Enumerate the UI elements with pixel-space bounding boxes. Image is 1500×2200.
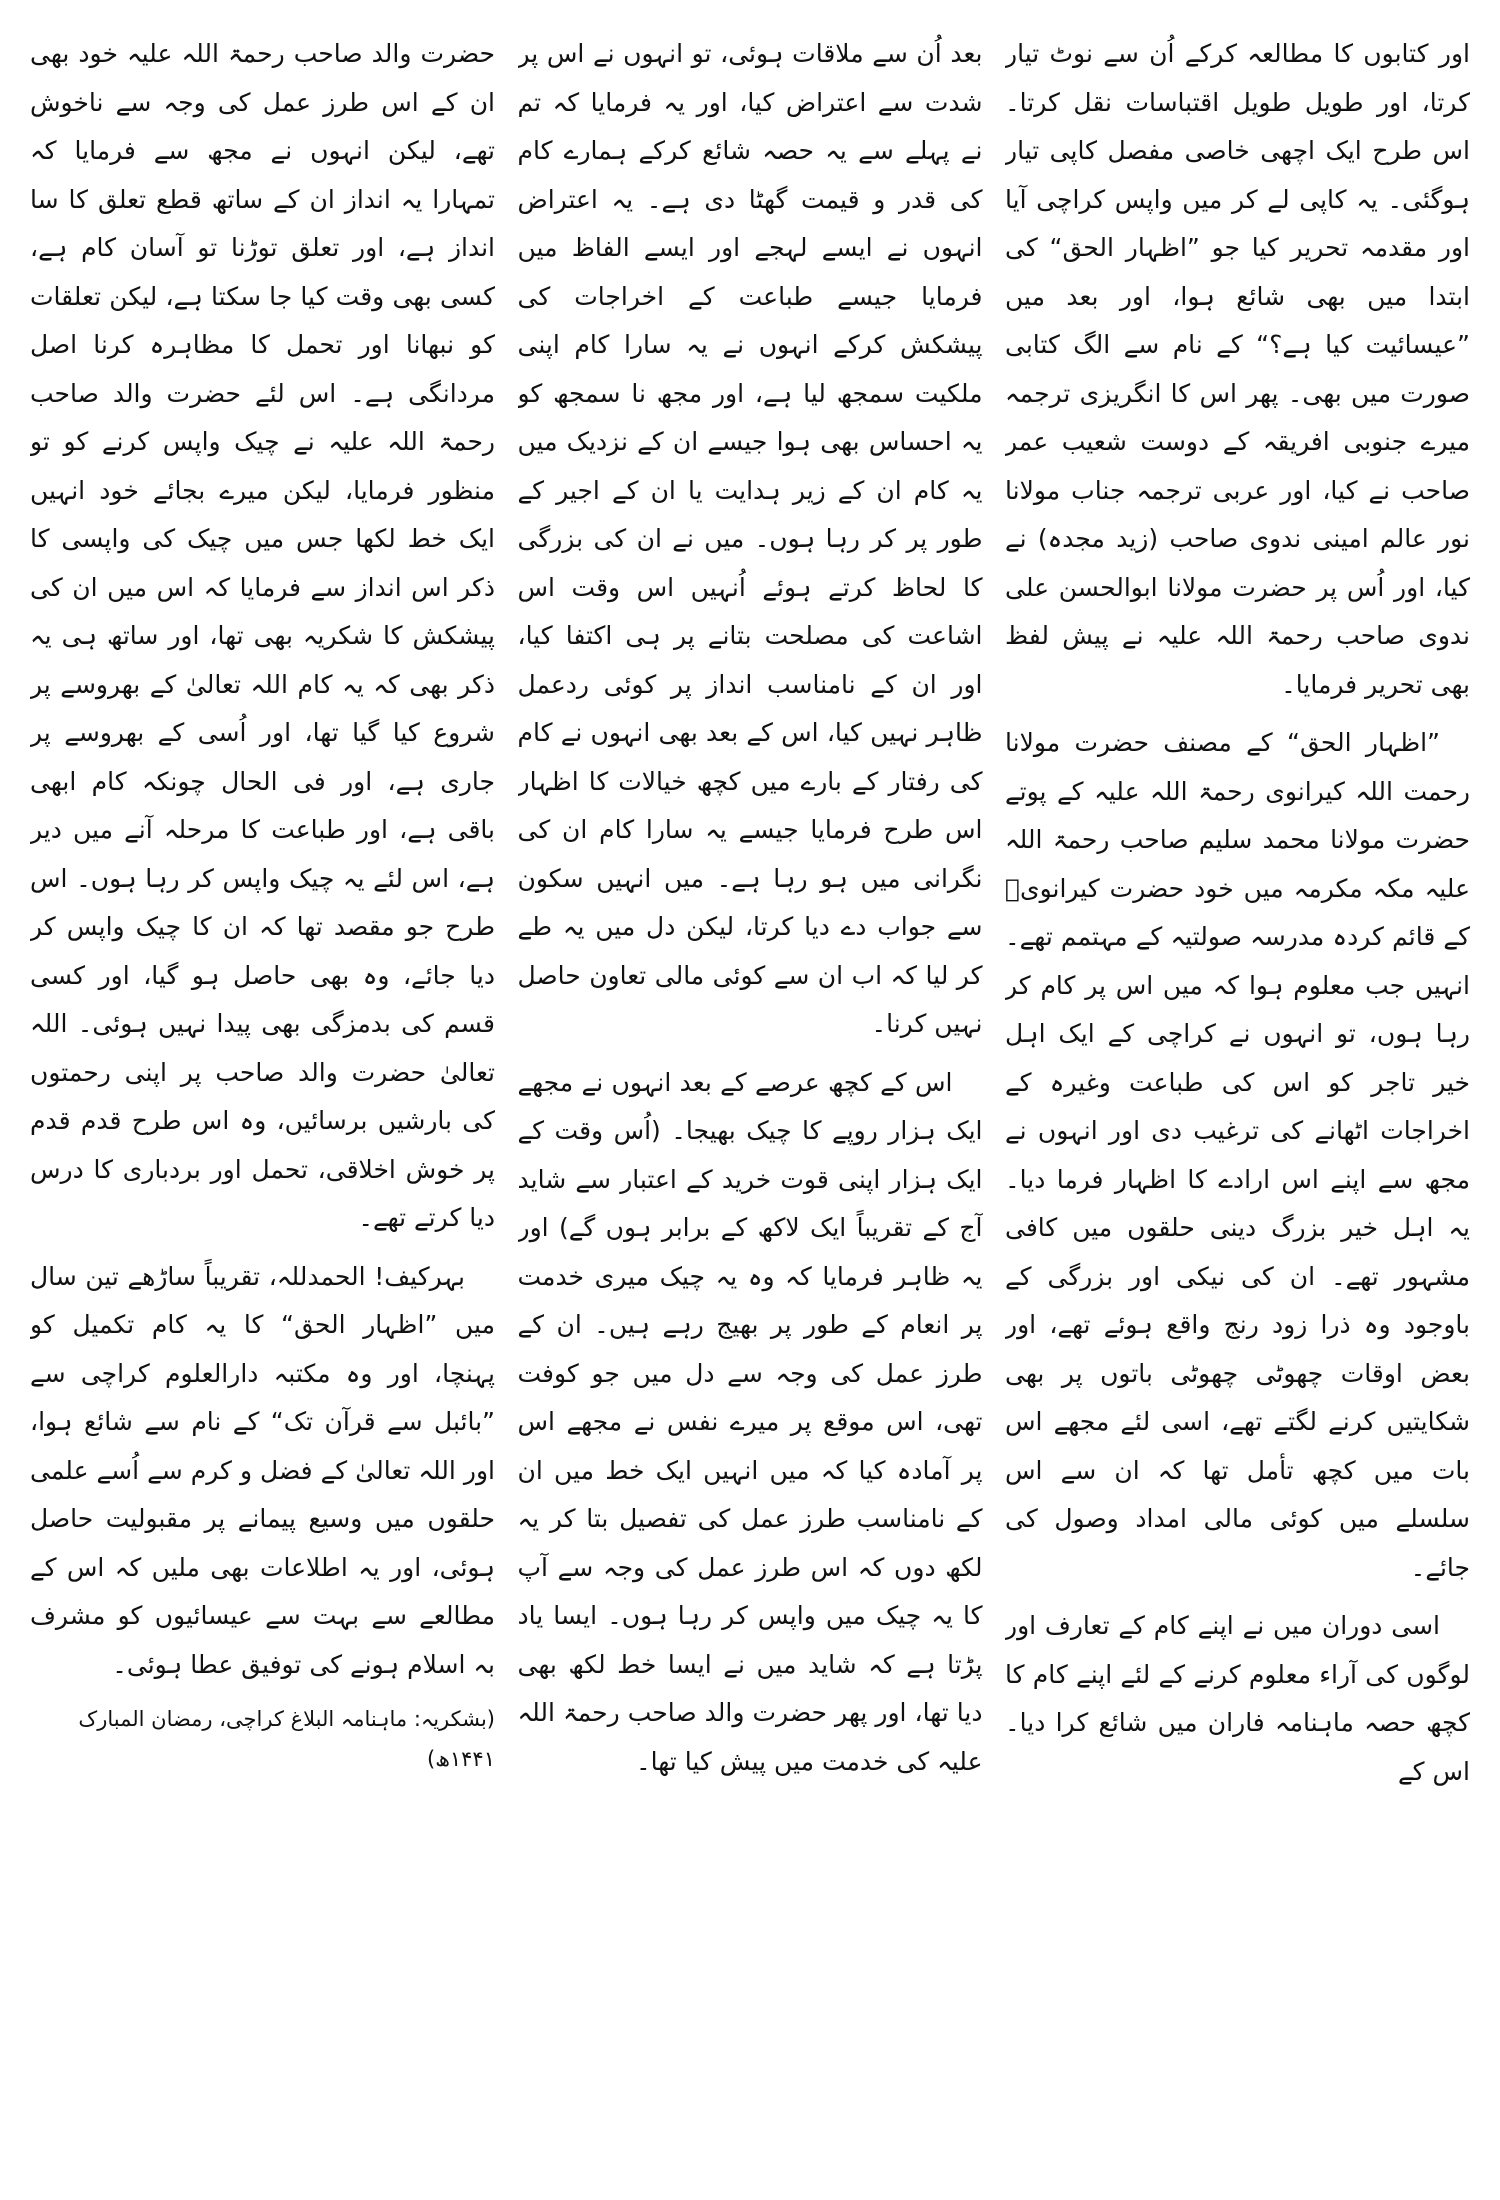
article-page — [30, 30, 1470, 2170]
paragraph: اس کے کچھ عرصے کے بعد انہوں نے مجھے ایک ہزار روپے کا چیک بھیجا۔ (اُس وقت کے ایک ہزار اپنی قوت خرید کے اعتبار سے شاید آج کے تقریباً ایک لاکھ کے برابر ہوں گے) اور یہ ظاہر فرمایا کہ وہ یہ چیک میری خدمت پر انعام کے طور پر بھیج رہے ہیں۔ ان کے طرز عمل کی وجہ سے دل میں جو کوفت تھی، اس موقع پر میرے نفس نے مجھے اس پر آمادہ کیا کہ میں انہیں ایک خط میں ان کے نامناسب طرز عمل کی تفصیل بتا کر یہ لکھ دوں کہ اس طرز عمل کی وجہ سے آپ کا یہ چیک میں واپس کر رہا ہوں۔ ایسا یاد پڑتا ہے کہ شاید میں نے ایسا خط لکھ بھی دیا تھا، اور پھر حضرت والد صاحب رحمۃ اللہ علیہ کی خدمت میں پیش کیا تھا۔ — [517, 1067, 983, 1776]
paragraph: ”اظہار الحق“ کے مصنف حضرت مولانا رحمت اللہ کیرانوی رحمۃ اللہ علیہ کے پوتے حضرت مولانا محمد سلیم صاحب رحمۃ اللہ علیہ مکہ مکرمہ میں خود حضرت کیرانویؒ کے قائم کردہ مدرسہ صولتیہ کے مہتمم تھے۔ انہیں جب معلوم ہوا کہ میں اس پر کام کر رہا ہوں، تو انہوں نے کراچی کے ایک اہل خیر تاجر کو اس کی طباعت وغیرہ کے اخراجات اٹھانے کی ترغیب دی اور انہوں نے مجھ سے اپنے اس ارادے کا اظہار فرما دیا۔ یہ اہل خیر بزرگ دینی حلقوں میں کافی مشہور تھے۔ ان کی نیکی اور بزرگی کے باوجود وہ ذرا زود رنج واقع ہوئے تھے، اور بعض اوقات چھوٹی چھوٹی باتوں پر بھی شکایتیں کرنے لگتے تھے، اسی لئے مجھے اس بات میں کچھ تأمل تھا کہ ان سے اس سلسلے میں کوئی مالی امداد وصول کی جائے۔ — [1005, 728, 1470, 1582]
source-credit: (بشکریہ: ماہنامہ البلاغ کراچی، رمضان المبارک ۱۴۴۱ھ) — [78, 1707, 495, 1771]
paragraph: اور کتابوں کا مطالعہ کرکے اُن سے نوٹ تیار کرتا، اور طویل طویل اقتباسات نقل کرتا۔ اس طرح ایک اچھی خاصی مفصل کاپی تیار ہوگئی۔ یہ کاپی لے کر میں واپس کراچی آیا اور مقدمہ تحریر کیا جو ”اظہار الحق“ کی ابتدا میں بھی شائع ہوا، اور بعد میں ”عیسائیت کیا ہے؟“ کے نام سے الگ کتابی صورت میں بھی۔ پھر اس کا انگریزی ترجمہ میرے جنوبی افریقہ کے دوست شعیب عمر صاحب نے کیا، اور عربی ترجمہ جناب مولانا نور عالم امینی ندوی صاحب (زید مجدہ) نے کیا، اور اُس پر حضرت مولانا ابوالحسن علی ندوی صاحب رحمۃ اللہ علیہ نے پیش لفظ بھی تحریر فرمایا۔ — [1005, 39, 1470, 699]
column-left — [30, 30, 495, 2170]
column-middle — [518, 30, 983, 2170]
paragraph: بہرکیف! الحمدللہ، تقریباً ساڑھے تین سال میں ”اظہار الحق“ کا یہ کام تکمیل کو پہنچا، اور وہ مکتبہ دارالعلوم کراچی سے ”بائبل سے قرآن تک“ کے نام سے شائع ہوا، اور اللہ تعالیٰ کے فضل و کرم سے اُسے علمی حلقوں میں وسیع پیمانے پر مقبولیت حاصل ہوئی، اور یہ اطلاعات بھی ملیں کہ اس کے مطالعے سے بہت سے عیسائیوں کو مشرف بہ اسلام ہونے کی توفیق عطا ہوئی۔ — [30, 1261, 495, 1679]
column-right — [1005, 30, 1470, 2170]
paragraph: اسی دوران میں نے اپنے کام کے تعارف اور لوگوں کی آراء معلوم کرنے کے لئے اپنے کام کا کچھ حصہ ماہنامہ فاران میں شائع کرا دیا۔ اس کے — [1005, 1611, 1470, 1786]
paragraph: حضرت والد صاحب رحمۃ اللہ علیہ خود بھی ان کے اس طرز عمل کی وجہ سے ناخوش تھے، لیکن انہوں نے مجھ سے فرمایا کہ تمہارا یہ انداز ان کے ساتھ قطع تعلق کا سا انداز ہے، اور تعلق توڑنا تو آسان کام ہے، کسی بھی وقت کیا جا سکتا ہے، لیکن تعلقات کو نبھانا اور تحمل کا مظاہرہ کرنا اصل مردانگی ہے۔ اس لئے حضرت والد صاحب رحمۃ اللہ علیہ نے چیک واپس کرنے کو تو منظور فرمایا، لیکن میرے بجائے خود انہیں ایک خط لکھا جس میں چیک کی واپسی کا ذکر اس انداز سے فرمایا کہ اس میں ان کی پیشکش کا شکریہ بھی تھا، اور ساتھ ہی یہ ذکر بھی کہ یہ کام اللہ تعالیٰ کے بھروسے پر شروع کیا گیا تھا، اور اُسی کے بھروسے پر جاری ہے، اور فی الحال چونکہ کام ابھی باقی ہے، اور طباعت کا مرحلہ آنے میں دیر ہے، اس لئے یہ چیک واپس کر رہا ہوں۔ اس طرح جو مقصد تھا کہ ان کا چیک واپس کر دیا جائے، وہ بھی حاصل ہو گیا، اور کسی قسم کی بدمزگی بھی پیدا نہیں ہوئی۔ اللہ تعالیٰ حضرت والد صاحب پر اپنی رحمتوں کی بارشیں برسائیں، وہ اس طرح قدم قدم پر خوش اخلاقی، تحمل اور بردباری کا درس دیا کرتے تھے۔ — [30, 39, 495, 1232]
paragraph: بعد اُن سے ملاقات ہوئی، تو انہوں نے اس پر شدت سے اعتراض کیا، اور یہ فرمایا کہ تم نے پہلے سے یہ حصہ شائع کرکے ہمارے کام کی قدر و قیمت گھٹا دی ہے۔ یہ اعتراض انہوں نے ایسے لہجے اور ایسے الفاظ میں فرمایا جیسے طباعت کے اخراجات کی پیشکش کرکے انہوں نے یہ سارا کام اپنی ملکیت سمجھ لیا ہے، اور مجھ نا سمجھ کو یہ احساس بھی ہوا جیسے ان کے نزدیک میں یہ کام ان کے زیر ہدایت یا ان کے اجیر کے طور پر کر رہا ہوں۔ میں نے ان کی بزرگی کا لحاظ کرتے ہوئے اُنہیں اس وقت اس اشاعت کی مصلحت بتانے پر ہی اکتفا کیا، اور ان کے نامناسب انداز پر کوئی ردعمل ظاہر نہیں کیا، اس کے بعد بھی انہوں نے کام کی رفتار کے بارے میں کچھ خیالات کا اظہار اس طرح فرمایا جیسے یہ سارا کام ان کی نگرانی میں ہو رہا ہے۔ میں انہیں سکون سے جواب دے دیا کرتا، لیکن دل میں یہ طے کر لیا کہ اب ان سے کوئی مالی تعاون حاصل نہیں کرنا۔ — [517, 39, 983, 1038]
